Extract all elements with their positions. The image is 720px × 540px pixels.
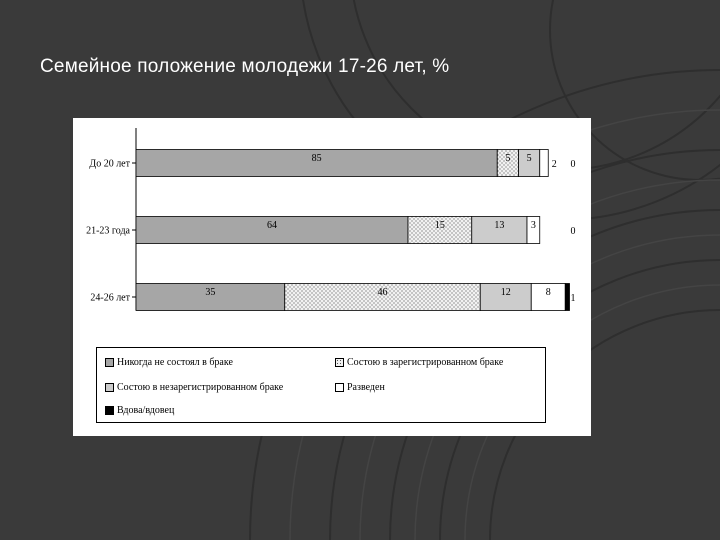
legend-swatch (105, 406, 114, 415)
data-label: 5 (526, 153, 532, 164)
chart-legend (96, 347, 546, 423)
legend-item (105, 382, 283, 393)
data-label: 12 (500, 287, 511, 298)
data-label: 35 (205, 287, 216, 298)
legend-swatch (105, 383, 114, 392)
legend-label: Состою в незарегистрированном браке (117, 382, 284, 393)
data-label: 0 (570, 226, 576, 237)
data-label: 3 (530, 220, 536, 231)
legend-label: Никогда не состоял в браке (117, 357, 233, 368)
data-label: 13 (494, 220, 505, 231)
chart-panel (73, 118, 591, 436)
data-label: 2 (551, 159, 557, 170)
legend-label: Состою в зарегистрированном браке (347, 357, 504, 368)
bar-segment (540, 150, 549, 177)
legend-item (335, 382, 385, 393)
data-label: 46 (377, 287, 388, 298)
data-label: 8 (545, 287, 551, 298)
legend-item (105, 405, 174, 416)
y-tick-label: 21-23 года (86, 225, 130, 237)
legend-swatch (335, 358, 344, 367)
data-label: 64 (267, 220, 277, 231)
legend-label: Вдова/вдовец (117, 405, 175, 416)
data-label: 85 (311, 153, 322, 164)
y-tick-label: 24-26 лет (90, 292, 130, 304)
legend-swatch (335, 383, 344, 392)
legend-item (105, 357, 233, 368)
data-label: 15 (434, 220, 445, 231)
data-label: 0 (570, 159, 576, 170)
legend-label: Разведен (347, 382, 385, 393)
y-tick-label: До 20 лет (89, 158, 130, 170)
slide-title: Семейное положение молодежи 17-26 лет, % (40, 56, 450, 77)
legend-item (335, 357, 503, 368)
data-label: 5 (505, 153, 511, 164)
legend-swatch (105, 358, 114, 367)
data-label: 1 (570, 293, 576, 304)
bar-segment (565, 284, 569, 311)
